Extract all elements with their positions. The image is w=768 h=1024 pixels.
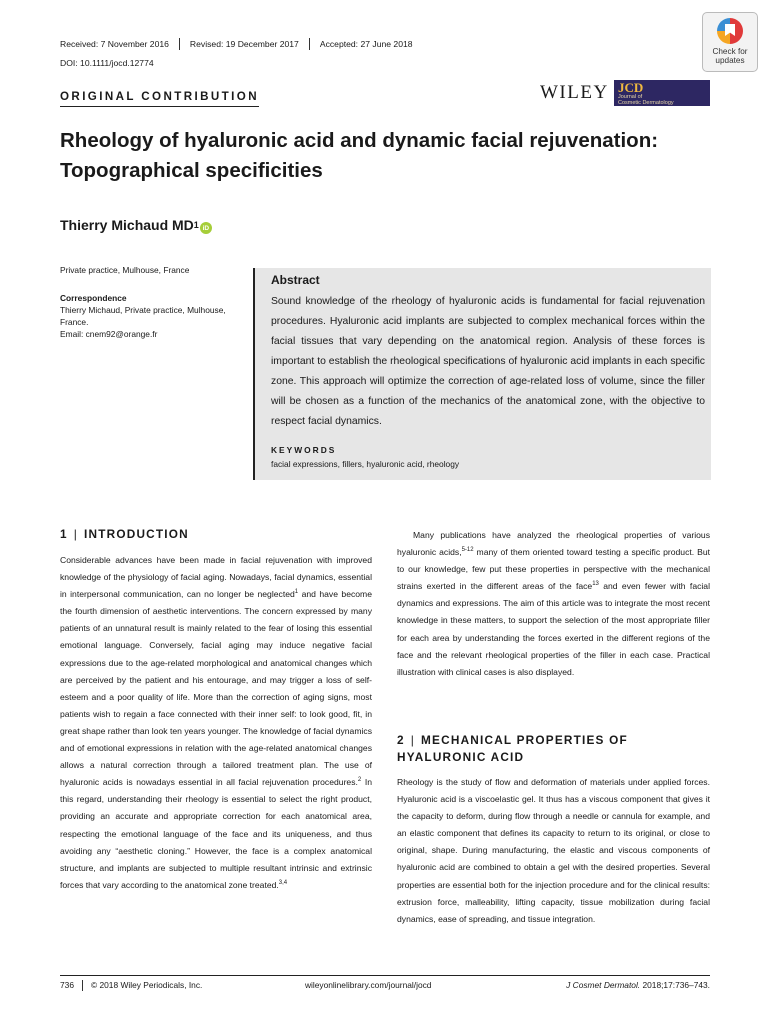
section-title-line-1: MECHANICAL PROPERTIES OF — [421, 733, 628, 747]
orcid-icon[interactable]: iD — [200, 222, 212, 234]
introduction-paragraph-1 — [60, 552, 372, 894]
check-updates-label-2: updates — [715, 56, 745, 65]
citation-ref[interactable]: 2 — [357, 777, 362, 784]
text-run: Considerable advances have been made in facial rejuvenation with improved knowledge of the physiology of facial aging. Nowadays, facial dynamics, essential in interpersonal communication, can no longer be neglected — [60, 555, 372, 600]
footer-left — [60, 980, 202, 991]
accepted-date: Accepted: 27 June 2018 — [319, 39, 413, 49]
affiliation: Private practice, Mulhouse, France — [60, 265, 190, 275]
abstract-text: Sound knowledge of the rheology of hyaluronic acids is fundamental for facial rejuvenation procedures. Hyaluronic acid implants are subjected to complex mechanical forces within the facial tissues that vary depending on the anatomical region. Analysis of these forces is important to establish the rheological specifications of hyaluronic acid implants in each specific zone. This approach will optimize the correction of age-related loss of volume, since the filler will be chosen as a function of the mechanics of the anatomical zone, with the objective to respect facial dynamics. — [271, 296, 705, 427]
citation-ref[interactable]: 13 — [592, 581, 599, 588]
author — [60, 216, 212, 234]
citation — [566, 980, 710, 990]
section-heading-mechanical-properties — [397, 732, 710, 766]
keywords: facial expressions, fillers, hyaluronic acid, rheology — [271, 459, 460, 469]
journal-logo-line1: Journal of — [618, 94, 643, 100]
introduction-paragraph-2 — [397, 527, 710, 681]
divider — [179, 38, 180, 50]
author-name: Thierry Michaud MD — [60, 217, 194, 233]
page-number: 736 — [60, 980, 74, 990]
article-history — [60, 38, 413, 50]
divider — [82, 980, 83, 991]
journal-logo-name — [618, 95, 674, 106]
mechanical-properties-paragraph: Rheology is the study of flow and deformation of materials under applied forces. Hyaluronic acid is a viscoelastic gel. It thus has a viscous component that gives it the capacity to deform, during flow through a needle or cannula for example, and an elastic component that defines its capacity to return to its original, or close to original, shape. During manufacturing, the elastic and viscous components of hyaluronic acid are combined to obtain a gel with the desired properties. Several properties are essential both for the injection procedure and for the clinical results: extrusion force, malleability, lifting capacity, tissue mobilization during facial dynamics, ease of spreading, and tissue integration. — [397, 777, 710, 924]
text-run: and have become the fourth dimension of aesthetic interventions. The concern expressed by many patients of an unnatural result is mainly related to the fear of losing this essential emotional language. Conversely, facial aging may induce negative facial expressions due to the age-related morphological and anatomical changes which are perceived by the patient and his entourage, and may trigger a loss of self-esteem and a poor quality of life. More than the correction of aging signs, most patients wish to regain a face connected with their inner self: to look good, fit, in great shape rather than look ten years younger. The knowledge of facial dynamics and of emotional expressions in relation with the age-related anatomical changes allows a natural correction through a tailored treatment plan. The use of hyaluronic acids is nowadays essential in all facial rejuvenation procedures. — [60, 589, 372, 788]
section-number: 1 — [60, 527, 68, 541]
publisher-logo: WILEY — [540, 82, 609, 103]
copyright: © 2018 Wiley Periodicals, Inc. — [90, 980, 203, 990]
journal-url[interactable]: wileyonlinelibrary.com/journal/jocd — [305, 980, 432, 990]
received-date: Received: 7 November 2016 — [60, 39, 169, 49]
citation-ref[interactable]: 3,4 — [278, 879, 288, 886]
journal-logo-line2: Cosmetic Dermatology — [618, 99, 674, 106]
correspondence-heading: Correspondence — [60, 293, 127, 303]
correspondence — [60, 292, 246, 340]
revised-date: Revised: 19 December 2017 — [189, 39, 299, 49]
article-title: Rheology of hyaluronic acid and dynamic facial rejuvenation: Topographical specificities — [60, 129, 659, 182]
section-title-line-2: HYALURONIC ACID — [397, 750, 525, 764]
check-updates-label-1: Check for — [712, 47, 748, 56]
text-run: and even fewer with facial dynamics and expressions. The aim of this article was to integrate the most recent knowledge in these matters, to support the selection of the most appropriate filler for each area by understanding the forces exerted in the different regions of the face and the relevant rheological properties of the filler in each case. Practical illustration with clinical cases is also displayed. — [397, 581, 710, 677]
keywords-heading: KEYWORDS — [271, 445, 337, 455]
bookmark-icon — [717, 18, 743, 44]
section-number: 2 — [397, 733, 405, 747]
check-for-updates-button[interactable] — [702, 12, 758, 72]
section-heading-introduction — [60, 526, 372, 543]
citation-journal: J Cosmet Dermatol. — [566, 980, 641, 990]
citation-ref[interactable]: 5-12 — [461, 547, 474, 554]
heading-separator: | — [73, 527, 79, 541]
heading-separator: | — [410, 733, 416, 747]
footer-rule — [60, 975, 710, 976]
correspondence-email[interactable]: Email: cnem92@orange.fr — [60, 329, 158, 339]
correspondence-country: France. — [60, 317, 89, 327]
abstract-heading: Abstract — [271, 273, 320, 287]
author-affiliation-marker: 1 — [193, 220, 199, 230]
text-run: Many publications have analyzed the rheological properties of various hyaluronic acids, — [397, 530, 710, 558]
divider — [309, 38, 310, 50]
citation-volume: 2018;17:736–743. — [640, 980, 710, 990]
citation-ref[interactable]: 1 — [294, 589, 299, 596]
text-run: In this regard, understanding their rheology is essential to select the right product, providing an accurate and appropriate correction for each anatomical area, respecting the emotional language of the face and its uniqueness, and thus avoiding any “aesthetic cloning.” However, the face is a complex anatomical structure, and implants are subjected to multiple resultant intrinsic and extrinsic forces that vary according to the anatomical zone treated. — [60, 777, 373, 890]
article-type: ORIGINAL CONTRIBUTION — [60, 90, 259, 107]
text-run: many of them oriented toward testing a specific product. But to our knowledge, few put these properties in perspective with the mechanical strains exerted in the different areas of the face — [397, 547, 710, 592]
section-title: INTRODUCTION — [84, 527, 189, 541]
journal-logo-acronym: JCD — [618, 80, 644, 95]
correspondence-address: Thierry Michaud, Private practice, Mulhouse, — [60, 305, 226, 315]
journal-logo — [614, 80, 710, 106]
abstract-box — [253, 268, 711, 480]
doi[interactable]: DOI: 10.1111/jocd.12774 — [60, 58, 154, 68]
